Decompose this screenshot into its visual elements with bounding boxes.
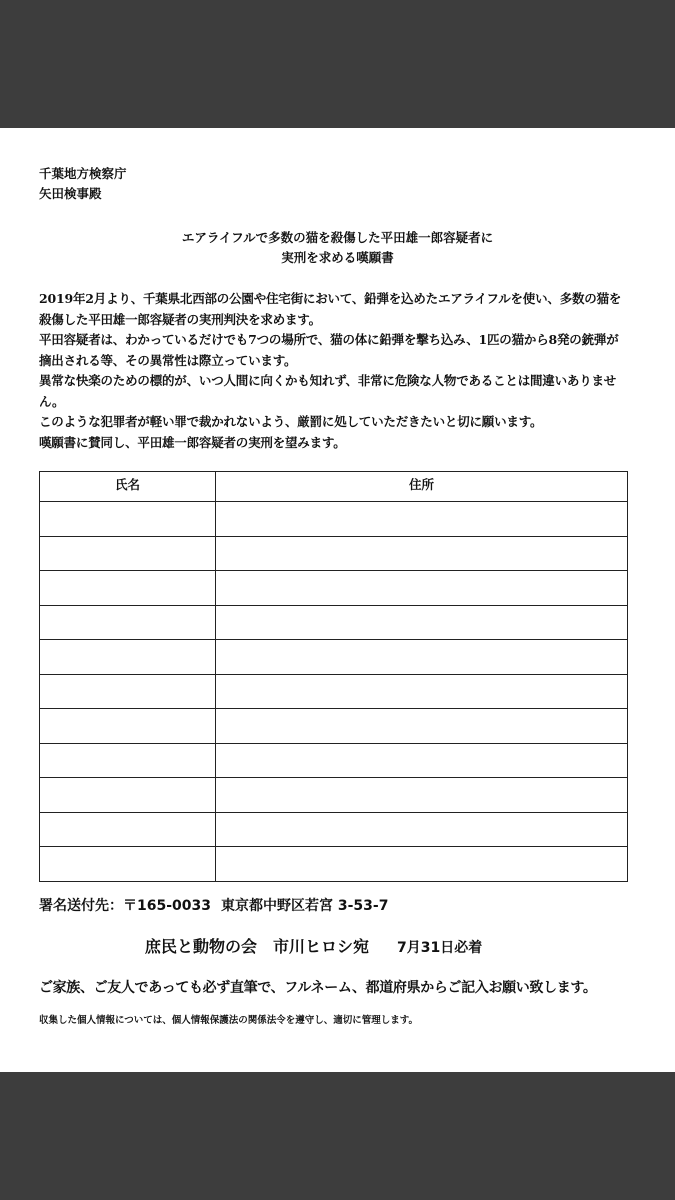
- name-cell[interactable]: [40, 812, 216, 847]
- address-cell[interactable]: [216, 536, 628, 571]
- name-column-header: 氏名: [40, 472, 216, 502]
- name-cell[interactable]: [40, 571, 216, 606]
- address-cell[interactable]: [216, 502, 628, 537]
- signature-row: [40, 640, 628, 675]
- name-cell[interactable]: [40, 502, 216, 537]
- addressee-prosecutor: 矢田検事殿: [39, 186, 102, 201]
- addressee-office: 千葉地方検察庁: [39, 166, 127, 181]
- signature-row: [40, 847, 628, 882]
- body-line: 2019年2月より、千葉県北西部の公園や住宅街において、鉛弾を込めたエアライフルを使い、多数の猫を: [39, 291, 622, 306]
- send-to-label: 署名送付先：: [39, 898, 123, 914]
- signature-row: [40, 502, 628, 537]
- address-column-header: 住所: [216, 472, 628, 502]
- body-line: 平田容疑者は、わかっているだけでも7つの場所で、猫の体に鉛弾を撃ち込み、1匹の猫から8発の銃弾が: [39, 332, 619, 347]
- signature-row: [40, 571, 628, 606]
- address-cell[interactable]: [216, 847, 628, 882]
- name-cell[interactable]: [40, 605, 216, 640]
- body-line: このような犯罪者が軽い罪で裁かれないよう、厳罰に処していただきたいと切に願います。: [39, 414, 543, 429]
- address-cell[interactable]: [216, 605, 628, 640]
- body-line: 異常な快楽のための標的が、いつ人間に向くかも知れず、非常に危険な人物であることは間違いありませ: [39, 373, 617, 388]
- addressee-block: [39, 164, 127, 204]
- address-cell[interactable]: [216, 571, 628, 606]
- body-line: 殺傷した平田雄一郎容疑者の実刑判決を求めます。: [39, 311, 321, 327]
- signature-row: [40, 605, 628, 640]
- handwriting-request: ご家族、ご友人であっても必ず直筆で、フルネーム、都道府県からご記入お願い致します。: [39, 980, 597, 996]
- address-cell[interactable]: [216, 640, 628, 675]
- send-to-address: 東京都中野区若宮 3-53-7: [221, 898, 389, 914]
- signature-row: [40, 743, 628, 778]
- signature-row: [40, 674, 628, 709]
- signature-row: [40, 536, 628, 571]
- address-cell[interactable]: [216, 778, 628, 813]
- body-line: 摘出される等、その異常性は際立っています。: [39, 352, 297, 368]
- send-to-line: [39, 895, 398, 915]
- name-cell[interactable]: [40, 778, 216, 813]
- send-to-postal: 〒165-0033: [123, 898, 211, 914]
- signature-table: [39, 471, 628, 882]
- document-title: [0, 228, 675, 268]
- name-cell[interactable]: [40, 709, 216, 744]
- deadline: 7月31日必着: [397, 940, 483, 956]
- title-line-2: 実刑を求める嘆願書: [281, 250, 394, 265]
- top-dark-bar: [0, 0, 675, 128]
- signature-row: [40, 778, 628, 813]
- body-line: 嘆願書に賛同し、平田雄一郎容疑者の実刑を望みます。: [39, 434, 346, 450]
- body-line: ん。: [39, 393, 65, 409]
- address-cell[interactable]: [216, 709, 628, 744]
- name-cell[interactable]: [40, 674, 216, 709]
- address-cell[interactable]: [216, 743, 628, 778]
- name-cell[interactable]: [40, 743, 216, 778]
- address-cell[interactable]: [216, 812, 628, 847]
- signature-rows: [40, 502, 628, 882]
- organization-line: [145, 934, 482, 957]
- table-header-row: [40, 472, 628, 502]
- organization-name: 庶民と動物の会 市川ヒロシ宛: [145, 937, 370, 956]
- name-cell[interactable]: [40, 847, 216, 882]
- name-cell[interactable]: [40, 640, 216, 675]
- privacy-notice: 収集した個人情報については、個人情報保護法の関係法令を遵守し、適切に管理します。: [39, 1015, 419, 1026]
- bottom-dark-bar: [0, 1072, 675, 1200]
- petition-document: [0, 128, 675, 1072]
- signature-row: [40, 812, 628, 847]
- title-line-1: エアライフルで多数の猫を殺傷した平田雄一郎容疑者に: [181, 230, 494, 245]
- address-cell[interactable]: [216, 674, 628, 709]
- petition-body: [39, 289, 639, 453]
- signature-row: [40, 709, 628, 744]
- name-cell[interactable]: [40, 536, 216, 571]
